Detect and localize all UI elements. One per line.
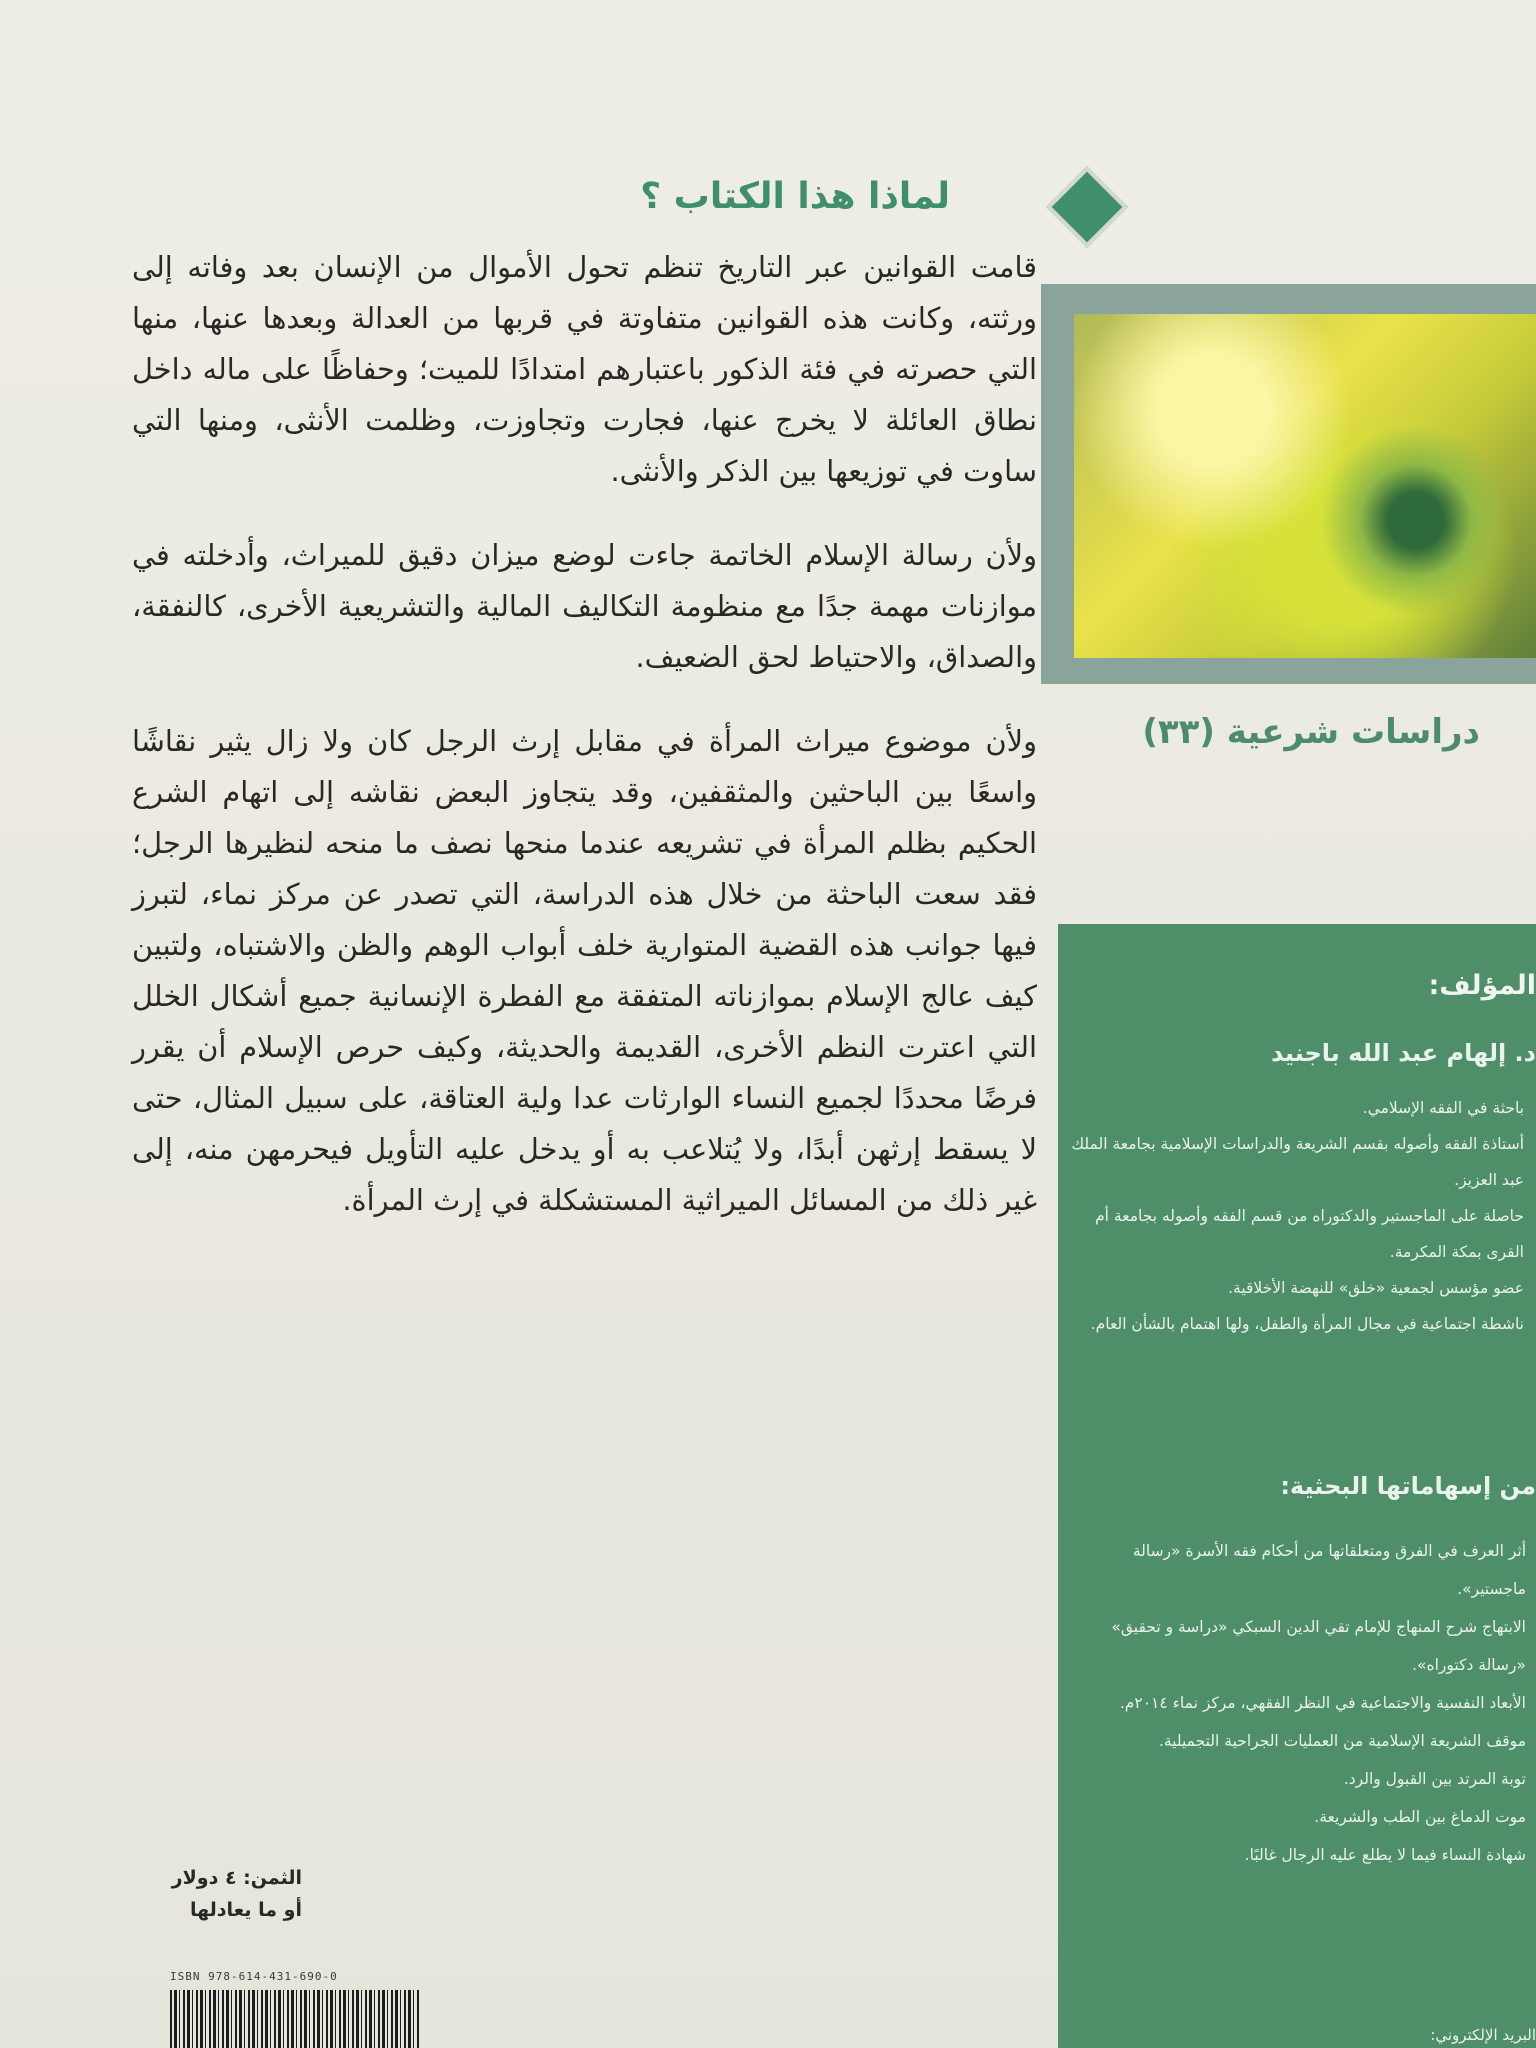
contributions-heading: من إسهاماتها البحثية:: [1280, 1472, 1536, 1500]
bio-item: عضو مؤسس لجمعية «خلق» للنهضة الأخلاقية.: [1228, 1279, 1524, 1297]
contribution-item: أثر العرف في الفرق ومتعلقاتها من أحكام فقه الأسرة «رسالة ماجستير».: [1132, 1542, 1526, 1598]
abstract-cover-image: [1074, 314, 1536, 658]
contribution-item: الأبعاد النفسية والاجتماعية في النظر الفقهي، مركز نماء ٢٠١٤م.: [1119, 1694, 1526, 1712]
bio-item: ناشطة اجتماعية في مجال المرأة والطفل، ولها اهتمام بالشأن العام.: [1090, 1315, 1524, 1333]
description-text: [132, 242, 1037, 1259]
author-bio-list: [1069, 1090, 1524, 1342]
author-name: د. إلهام عبد الله باجنيد: [1271, 1039, 1536, 1067]
cover-image-frame: [1041, 284, 1536, 684]
series-label: دراسات شرعية (٣٣): [1142, 712, 1480, 752]
price-block: [132, 1862, 302, 1926]
author-heading: المؤلف:: [1428, 970, 1536, 1001]
paragraph-2: ولأن رسالة الإسلام الخاتمة جاءت لوضع ميزان دقيق للميراث، وأدخلته في موازنات مهمة جدًا مع منظومة التكاليف المالية والتشريعية الأخرى، كالنفقة، والصداق، والاحتياط لحق الضعيف.: [132, 538, 1037, 674]
diamond-bullet-icon: [1046, 166, 1128, 248]
email-label: البريد الإلكتروني:: [1430, 2026, 1536, 2044]
author-panel: [1058, 924, 1536, 2048]
contribution-item: الابتهاج شرح المنهاج للإمام تقي الدين السبكي «دراسة و تحقيق» «رسالة دكتوراه».: [1111, 1618, 1526, 1674]
contribution-item: توبة المرتد بين القبول والرد.: [1343, 1770, 1526, 1788]
contribution-item: موقف الشريعة الإسلامية من العمليات الجراحية التجميلية.: [1158, 1732, 1526, 1750]
isbn-number: ISBN 978-614-431-690-0: [170, 1970, 338, 1983]
price-equivalent: أو ما يعادلها: [189, 1899, 302, 1921]
paragraph-3: ولأن موضوع ميراث المرأة في مقابل إرث الرجل كان ولا زال يثير نقاشًا واسعًا بين الباحثين والمثقفين، وقد يتجاوز البعض نقاشه إلى اتهام الشرع الحكيم بظلم المرأة في تشريعه عندما منحها نصف ما منحه لنظيرها الرجل؛ فقد سعت الباحثة من خلال هذه الدراسة، التي تصدر عن مركز نماء، لتبرز فيها جوانب هذه القضية المتوارية خلف أبواب الوهم والظن والاشتباه، ولتبين كيف عالج الإسلام بموازناته المتفقة مع الفطرة الإنسانية جميع أشكال الخلل التي اعترت النظم الأخرى، القديمة والحديثة، وكيف حرص الإسلام أن يقرر فرضًا محددًا لجميع النساء الوارثات عدا ولية العتاقة، على سبيل المثال، حتى لا يسقط إرثهن أبدًا، ولا يُتلاعب به أو يدخل عليه التأويل فيحرمهن منه، إلى غير ذلك من المسائل الميراثية المستشكلة في إرث المرأة.: [132, 724, 1037, 1217]
section-title: لماذا هذا الكتاب ؟: [640, 176, 950, 217]
bio-item: باحثة في الفقه الإسلامي.: [1362, 1099, 1524, 1117]
contribution-item: موت الدماغ بين الطب والشريعة.: [1314, 1808, 1526, 1826]
price-line: الثمن: ٤ دولار: [171, 1867, 302, 1889]
bio-item: حاصلة على الماجستير والدكتوراه من قسم الفقه وأصوله بجامعة أم القرى بمكة المكرمة.: [1095, 1207, 1524, 1261]
bio-item: أستاذة الفقه وأصوله بقسم الشريعة والدراسات الإسلامية بجامعة الملك عبد العزيز.: [1071, 1135, 1524, 1189]
contribution-item: شهادة النساء فيما لا يطلع عليه الرجال غالبًا.: [1244, 1846, 1526, 1864]
paragraph-1: قامت القوانين عبر التاريخ تنظم تحول الأموال من الإنسان بعد وفاته إلى ورثته، وكانت هذه القوانين متفاوتة في قربها من العدالة وبعدها عنها، منها التي حصرته في فئة الذكور باعتبارهم امتدادًا للميت؛ وحفاظًا على ماله داخل نطاق العائلة لا يخرج عنها، فجارت وتجاوزت، وظلمت الأنثى، ومنها التي ساوت في توزيعها بين الذكر والأنثى.: [132, 250, 1037, 488]
contributions-list: [1071, 1532, 1526, 1874]
barcode: [170, 1990, 420, 2048]
